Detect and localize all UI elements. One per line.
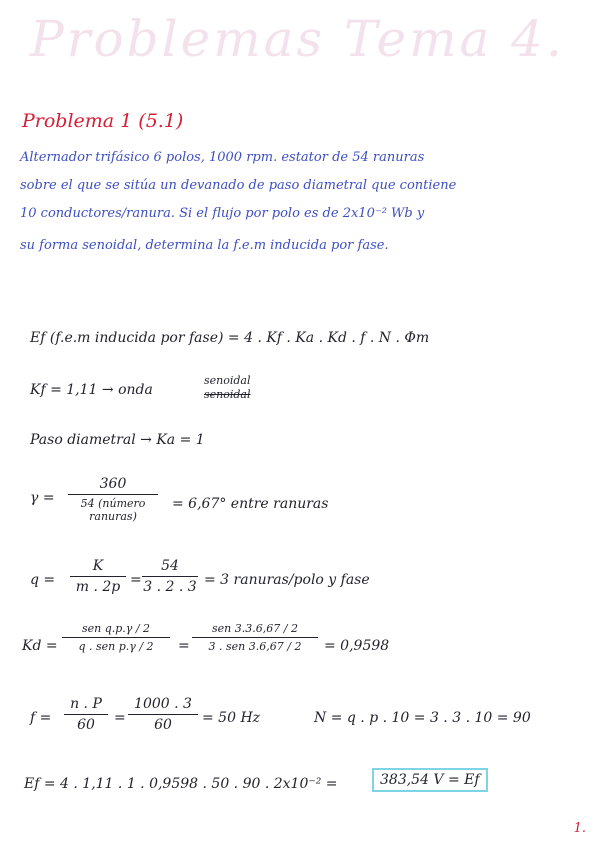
- f-f2-numerator: 1000 . 3: [134, 696, 192, 712]
- q-f2-numerator: 54: [161, 558, 179, 574]
- q-result: = 3 ranuras/polo y fase: [204, 572, 370, 588]
- kf-wave-struck: senoidal: [204, 388, 251, 401]
- f-equals: =: [114, 710, 126, 726]
- kd-lhs: Kd =: [22, 638, 58, 654]
- fraction-bar: [64, 714, 108, 715]
- fraction-bar: [68, 494, 158, 495]
- q-f1-denominator: m . 2p: [75, 579, 121, 595]
- page-number: 1.: [573, 821, 586, 836]
- statement-line-4: su forma senoidal, determina la f.e.m inducida por fase.: [20, 238, 389, 253]
- q-f2-denominator: 3 . 2 . 3: [143, 579, 197, 595]
- ef-calculation: Ef = 4 . 1,11 . 1 . 0,9598 . 50 . 90 . 2x10⁻² =: [24, 776, 338, 792]
- fraction-bar: [70, 576, 126, 577]
- q-equals: =: [130, 572, 142, 588]
- q-fraction-1: [70, 558, 126, 595]
- statement-line-1: Alternador trifásico 6 polos, 1000 rpm. estator de 54 ranuras: [20, 150, 425, 165]
- f-f2-denominator: 60: [154, 717, 172, 733]
- f-f1-denominator: 60: [77, 717, 95, 733]
- f-lhs: f =: [30, 710, 52, 726]
- q-fraction-2: [142, 558, 198, 595]
- kd-fraction-2: [192, 622, 318, 653]
- f-fraction-2: [128, 696, 198, 733]
- fraction-bar: [142, 576, 198, 577]
- ef-result-box: [372, 768, 488, 792]
- f-f1-numerator: n . P: [70, 696, 102, 712]
- emf-formula: Ef (f.e.m inducida por fase) = 4 . Kf . Ka . Kd . f . N . Φm: [30, 330, 430, 346]
- kd-equals: =: [178, 638, 190, 654]
- problem-title: Problema 1 (5.1): [22, 110, 184, 132]
- statement-line-3: 10 conductores/ranura. Si el flujo por polo es de 2x10⁻² Wb y: [20, 206, 425, 221]
- kd-fraction-1: [62, 622, 170, 653]
- q-lhs: q =: [30, 572, 56, 588]
- kd-result: = 0,9598: [324, 638, 390, 654]
- fraction-bar: [62, 637, 170, 638]
- n-equation: N = q . p . 10 = 3 . 3 . 10 = 90: [314, 710, 531, 726]
- gamma-denominator-2: ranuras): [89, 510, 137, 523]
- kf-line: Kf = 1,11 → onda: [30, 382, 153, 398]
- header-faint-title: Problemas Tema 4.: [30, 10, 565, 68]
- q-f1-numerator: K: [92, 558, 104, 574]
- kd-f1-denominator: q . sen p.γ / 2: [78, 640, 154, 653]
- f-fraction-1: [64, 696, 108, 733]
- kd-f2-numerator: sen 3.3.6,67 / 2: [212, 622, 298, 635]
- gamma-denominator: 54 (número: [80, 497, 146, 510]
- kf-wave-label: senoidal: [204, 374, 251, 387]
- f-result: = 50 Hz: [202, 710, 261, 726]
- fraction-bar: [192, 637, 318, 638]
- gamma-numerator: 360: [99, 476, 127, 492]
- gamma-lhs: γ =: [30, 490, 55, 506]
- ef-result: 383,54 V = Ef: [380, 772, 480, 788]
- kd-f1-numerator: sen q.p.γ / 2: [81, 622, 151, 635]
- gamma-fraction: [68, 476, 158, 523]
- paso-line: Paso diametral → Ka = 1: [30, 432, 205, 448]
- gamma-result: = 6,67° entre ranuras: [172, 496, 329, 512]
- fraction-bar: [128, 714, 198, 715]
- statement-line-2: sobre el que se sitúa un devanado de paso diametral que contiene: [20, 178, 457, 193]
- kd-f2-denominator: 3 . sen 3.6,67 / 2: [208, 640, 302, 653]
